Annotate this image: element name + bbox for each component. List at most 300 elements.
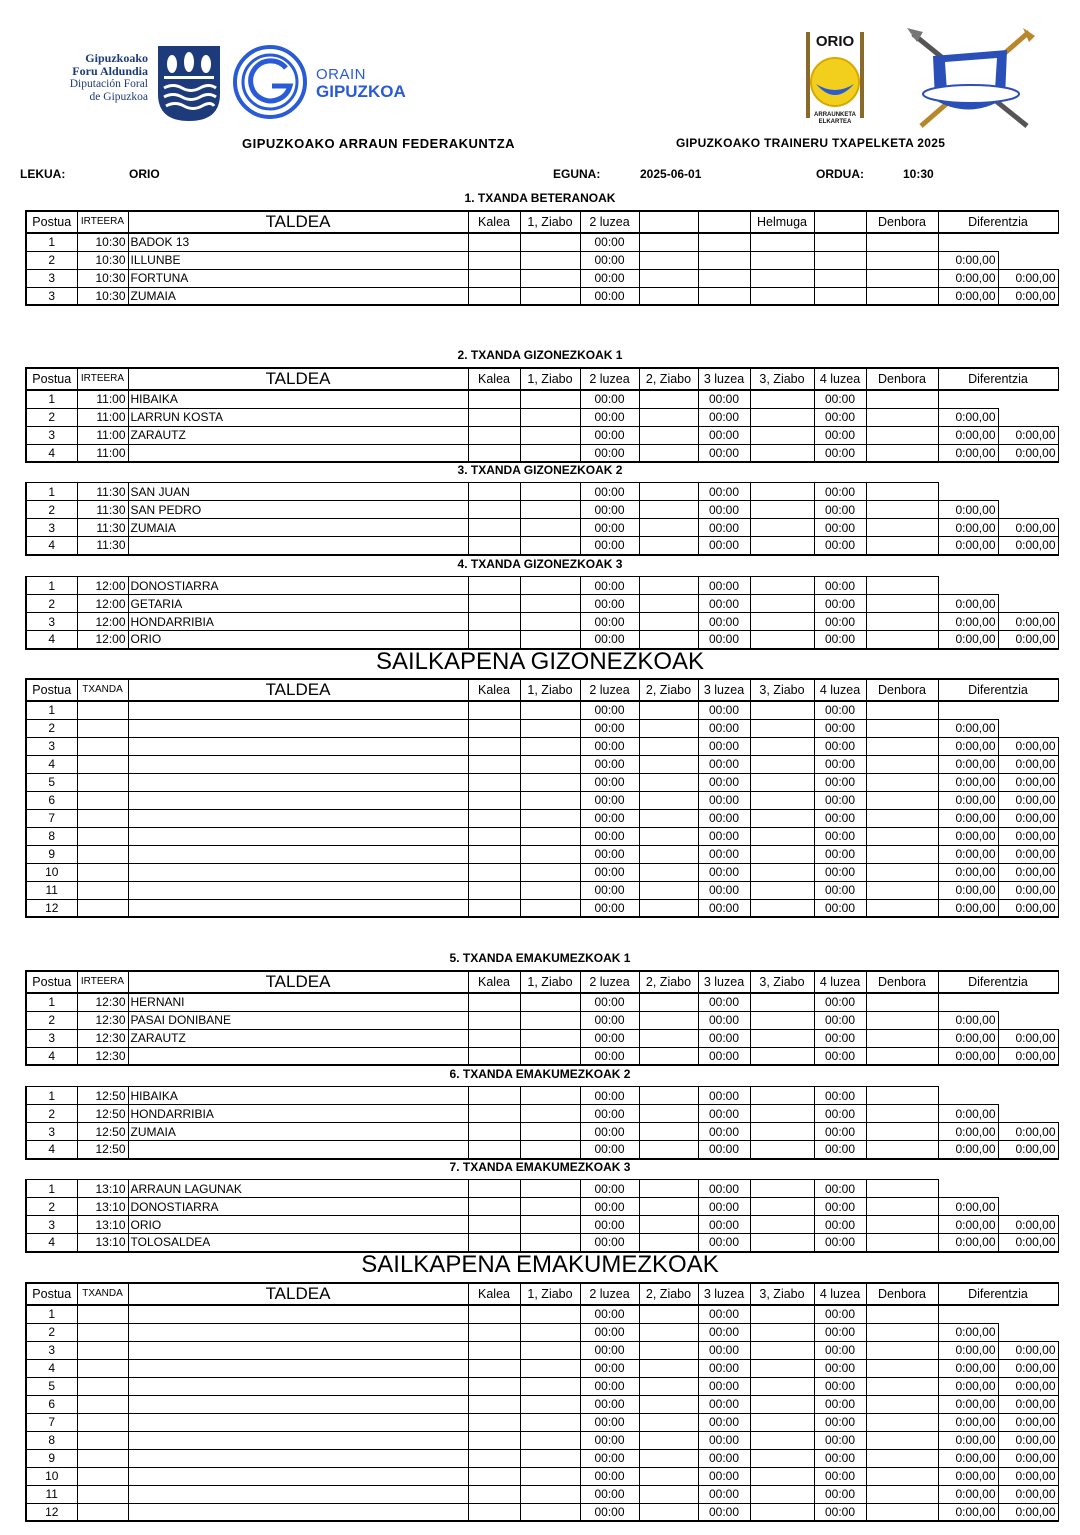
- position-cell: 11: [26, 881, 77, 899]
- lane-cell: [468, 863, 520, 881]
- diff-cell: 0:00,00: [938, 1431, 998, 1449]
- position-cell: 6: [26, 1395, 77, 1413]
- ziabo-1-cell: [520, 1216, 580, 1234]
- time-2-luzea-cell: 00:00: [580, 390, 639, 408]
- header-1: IRTEERA: [77, 368, 128, 390]
- diff-cell: 0:00,00: [938, 773, 998, 791]
- position-cell: 3: [26, 519, 77, 537]
- ziabo-3-cell: [750, 577, 814, 595]
- lane-cell: [468, 701, 520, 719]
- denbora-cell: [866, 1180, 938, 1198]
- time-2-luzea-cell: 00:00: [580, 287, 639, 305]
- time-4-luzea-cell: 00:00: [814, 1141, 866, 1159]
- diff-empty: [938, 1305, 998, 1323]
- ziabo-3-cell: [750, 719, 814, 737]
- position-cell: 9: [26, 1449, 77, 1467]
- time-2-luzea-cell: 00:00: [580, 1341, 639, 1359]
- ziabo-1-cell: [520, 390, 580, 408]
- team-row: [26, 537, 1058, 555]
- lane-cell: [468, 1105, 520, 1123]
- ziabo-1-cell: [520, 1105, 580, 1123]
- ziabo-3-cell: [750, 1413, 814, 1431]
- diff-empty: [998, 1105, 1058, 1123]
- time-2-luzea-cell: 00:00: [580, 251, 639, 269]
- start-time-cell: 10:30: [77, 251, 128, 269]
- time-3-luzea-cell: 00:00: [698, 737, 750, 755]
- gfa-logo-text: [58, 52, 148, 104]
- time-2-luzea-cell: 00:00: [580, 233, 639, 251]
- ziabo-3-cell: [750, 1198, 814, 1216]
- empty-cell: [639, 251, 698, 269]
- team-name-cell: HONDARRIBIA: [128, 1105, 468, 1123]
- header-3: Kalea: [468, 368, 520, 390]
- denbora-cell: [866, 233, 938, 251]
- position-cell: 1: [26, 1180, 77, 1198]
- time-2-luzea-cell: 00:00: [580, 827, 639, 845]
- time-3-luzea-cell: 00:00: [698, 1234, 750, 1252]
- team-name-cell: [128, 444, 468, 462]
- lane-cell: [468, 251, 520, 269]
- diff-cell: 0:00,00: [938, 1503, 998, 1521]
- diff-cell: 0:00,00: [938, 1198, 998, 1216]
- ziabo-3-cell: [750, 791, 814, 809]
- diff-cell-2: 0:00,00: [998, 287, 1058, 305]
- time-4-luzea-cell: 00:00: [814, 1503, 866, 1521]
- header-2: TALDEA: [128, 1283, 468, 1305]
- start-time-cell: [77, 1485, 128, 1503]
- team-row: [26, 1216, 1058, 1234]
- time-3-luzea-cell: 00:00: [698, 1467, 750, 1485]
- header-4: 1, Ziabo: [520, 211, 580, 233]
- empty-cell: [698, 233, 750, 251]
- ziabo-2-cell: [639, 390, 698, 408]
- start-time-cell: [77, 1431, 128, 1449]
- header-9: [814, 211, 866, 233]
- time-2-luzea-cell: 00:00: [580, 863, 639, 881]
- standing-row: [26, 1323, 1058, 1341]
- time-4-luzea-cell: 00:00: [814, 1029, 866, 1047]
- time-2-luzea-cell: 00:00: [580, 613, 639, 631]
- empty-cell: [698, 269, 750, 287]
- time-2-luzea-cell: 00:00: [580, 719, 639, 737]
- header-9: 4 luzea: [814, 1283, 866, 1305]
- standing-row: [26, 773, 1058, 791]
- position-cell: 6: [26, 791, 77, 809]
- position-cell: 3: [26, 737, 77, 755]
- header-1: TXANDA: [77, 679, 128, 701]
- lane-cell: [468, 577, 520, 595]
- ordua-label: ORDUA:: [816, 167, 864, 181]
- time-3-luzea-cell: 00:00: [698, 791, 750, 809]
- ziabo-1-cell: [520, 1485, 580, 1503]
- diff-cell: 0:00,00: [938, 1216, 998, 1234]
- team-row: [26, 287, 1058, 305]
- ziabo-2-cell: [639, 577, 698, 595]
- time-4-luzea-cell: 00:00: [814, 1395, 866, 1413]
- orio-logo-sub-2: ELKARTEA: [818, 119, 852, 125]
- diff-cell: 0:00,00: [938, 426, 998, 444]
- time-4-luzea-cell: 00:00: [814, 483, 866, 501]
- team-row: [26, 501, 1058, 519]
- diff-empty: [938, 1180, 998, 1198]
- start-time-cell: 11:00: [77, 390, 128, 408]
- header-1: IRTEERA: [77, 971, 128, 993]
- start-time-cell: [77, 773, 128, 791]
- ziabo-3-cell: [750, 1180, 814, 1198]
- ziabo-2-cell: [639, 426, 698, 444]
- time-2-luzea-cell: 00:00: [580, 426, 639, 444]
- time-4-luzea-cell: 00:00: [814, 1377, 866, 1395]
- team-name-cell: [128, 1431, 468, 1449]
- standing-row: [26, 1431, 1058, 1449]
- diff-cell-2: 0:00,00: [998, 1449, 1058, 1467]
- standing-row: [26, 737, 1058, 755]
- start-time-cell: [77, 791, 128, 809]
- denbora-cell: [866, 631, 938, 649]
- time-2-luzea-cell: 00:00: [580, 1234, 639, 1252]
- header-3: Kalea: [468, 971, 520, 993]
- denbora-cell: [866, 1359, 938, 1377]
- denbora-cell: [866, 1485, 938, 1503]
- diff-cell-2: 0:00,00: [998, 899, 1058, 917]
- heat-table: [25, 970, 1059, 1066]
- time-3-luzea-cell: 00:00: [698, 1395, 750, 1413]
- time-2-luzea-cell: 00:00: [580, 755, 639, 773]
- ziabo-2-cell: [639, 501, 698, 519]
- time-2-luzea-cell: 00:00: [580, 577, 639, 595]
- start-time-cell: [77, 1413, 128, 1431]
- denbora-cell: [866, 1503, 938, 1521]
- diff-empty: [938, 577, 998, 595]
- time-2-luzea-cell: 00:00: [580, 537, 639, 555]
- time-3-luzea-cell: 00:00: [698, 1216, 750, 1234]
- standing-row: [26, 845, 1058, 863]
- ziabo-2-cell: [639, 1485, 698, 1503]
- header-9: 4 luzea: [814, 971, 866, 993]
- denbora-cell: [866, 1141, 938, 1159]
- denbora-cell: [866, 881, 938, 899]
- time-2-luzea-cell: 00:00: [580, 444, 639, 462]
- position-cell: 1: [26, 577, 77, 595]
- team-name-cell: TOLOSALDEA: [128, 1234, 468, 1252]
- ziabo-2-cell: [639, 1413, 698, 1431]
- time-2-luzea-cell: 00:00: [580, 1323, 639, 1341]
- ziabo-3-cell: [750, 1503, 814, 1521]
- ziabo-3-cell: [750, 845, 814, 863]
- header-1: IRTEERA: [77, 211, 128, 233]
- start-time-cell: 12:50: [77, 1141, 128, 1159]
- diff-cell-2: 0:00,00: [998, 1047, 1058, 1065]
- table-header-row: [26, 971, 1058, 993]
- lane-cell: [468, 1413, 520, 1431]
- diff-cell: 0:00,00: [938, 719, 998, 737]
- position-cell: 4: [26, 1047, 77, 1065]
- position-cell: 1: [26, 1305, 77, 1323]
- ziabo-2-cell: [639, 1377, 698, 1395]
- empty-cell: [639, 287, 698, 305]
- standing-row: [26, 1395, 1058, 1413]
- header-9: 4 luzea: [814, 368, 866, 390]
- diff-cell-2: 0:00,00: [998, 1431, 1058, 1449]
- position-cell: 3: [26, 613, 77, 631]
- team-row: [26, 577, 1058, 595]
- team-name-cell: [128, 1323, 468, 1341]
- diff-cell: 0:00,00: [938, 1467, 998, 1485]
- team-name-cell: SAN PEDRO: [128, 501, 468, 519]
- diff-cell-2: 0:00,00: [998, 1413, 1058, 1431]
- denbora-cell: [866, 1431, 938, 1449]
- team-name-cell: [128, 827, 468, 845]
- diff-cell: 0:00,00: [938, 444, 998, 462]
- team-name-cell: HERNANI: [128, 993, 468, 1011]
- lekua-label: LEKUA:: [20, 167, 66, 181]
- time-2-luzea-cell: 00:00: [580, 631, 639, 649]
- standing-row: [26, 1359, 1058, 1377]
- team-name-cell: ORIO: [128, 1216, 468, 1234]
- team-row: [26, 519, 1058, 537]
- diff-cell: 0:00,00: [938, 1413, 998, 1431]
- position-cell: 2: [26, 595, 77, 613]
- header-2: TALDEA: [128, 679, 468, 701]
- time-3-luzea-cell: 00:00: [698, 577, 750, 595]
- time-3-luzea-cell: 00:00: [698, 1341, 750, 1359]
- team-name-cell: LARRUN KOSTA: [128, 408, 468, 426]
- team-name-cell: GETARIA: [128, 595, 468, 613]
- ziabo-3-cell: [750, 501, 814, 519]
- time-4-luzea-cell: 00:00: [814, 1123, 866, 1141]
- denbora-cell: [866, 1029, 938, 1047]
- denbora-cell: [866, 519, 938, 537]
- ziabo-3-cell: [750, 1395, 814, 1413]
- heat-title: 2. TXANDA GIZONEZKOAK 1: [457, 348, 623, 362]
- diff-empty: [938, 1087, 998, 1105]
- ziabo-2-cell: [639, 537, 698, 555]
- team-name-cell: ZARAUTZ: [128, 426, 468, 444]
- start-time-cell: [77, 1503, 128, 1521]
- time-4-luzea-cell: 00:00: [814, 519, 866, 537]
- lane-cell: [468, 390, 520, 408]
- position-cell: 3: [26, 1216, 77, 1234]
- header-0: Postua: [26, 368, 77, 390]
- header-10: Denbora: [866, 211, 938, 233]
- diff-cell-2: 0:00,00: [998, 791, 1058, 809]
- start-time-cell: 12:30: [77, 1047, 128, 1065]
- diff-cell: 0:00,00: [938, 1234, 998, 1252]
- empty-cell: [814, 251, 866, 269]
- diff-empty: [938, 993, 998, 1011]
- time-2-luzea-cell: 00:00: [580, 595, 639, 613]
- diff-cell-2: 0:00,00: [998, 809, 1058, 827]
- time-3-luzea-cell: 00:00: [698, 444, 750, 462]
- lane-cell: [468, 1047, 520, 1065]
- denbora-cell: [866, 444, 938, 462]
- time-4-luzea-cell: 00:00: [814, 845, 866, 863]
- diff-cell: 0:00,00: [938, 845, 998, 863]
- position-cell: 2: [26, 251, 77, 269]
- denbora-cell: [866, 390, 938, 408]
- ziabo-2-cell: [639, 1198, 698, 1216]
- time-3-luzea-cell: 00:00: [698, 1305, 750, 1323]
- start-time-cell: 12:50: [77, 1123, 128, 1141]
- diff-cell: 0:00,00: [938, 827, 998, 845]
- position-cell: 4: [26, 1359, 77, 1377]
- start-time-cell: 13:10: [77, 1198, 128, 1216]
- time-4-luzea-cell: 00:00: [814, 613, 866, 631]
- header-1: TXANDA: [77, 1283, 128, 1305]
- denbora-cell: [866, 1413, 938, 1431]
- lane-cell: [468, 993, 520, 1011]
- time-4-luzea-cell: 00:00: [814, 899, 866, 917]
- denbora-cell: [866, 1234, 938, 1252]
- header-4: 1, Ziabo: [520, 679, 580, 701]
- ziabo-2-cell: [639, 595, 698, 613]
- team-name-cell: [128, 863, 468, 881]
- position-cell: 11: [26, 1485, 77, 1503]
- ziabo-2-cell: [639, 1395, 698, 1413]
- diff-cell: 0:00,00: [938, 1377, 998, 1395]
- time-2-luzea-cell: 00:00: [580, 1087, 639, 1105]
- ziabo-1-cell: [520, 845, 580, 863]
- lane-cell: [468, 408, 520, 426]
- position-cell: 7: [26, 809, 77, 827]
- ziabo-1-cell: [520, 269, 580, 287]
- team-name-cell: HONDARRIBIA: [128, 613, 468, 631]
- ziabo-3-cell: [750, 1216, 814, 1234]
- start-time-cell: 11:30: [77, 537, 128, 555]
- ziabo-1-cell: [520, 993, 580, 1011]
- diff-cell-2: 0:00,00: [998, 426, 1058, 444]
- position-cell: 1: [26, 993, 77, 1011]
- empty-cell: [639, 233, 698, 251]
- ziabo-3-cell: [750, 631, 814, 649]
- team-name-cell: [128, 737, 468, 755]
- header-5: 2 luzea: [580, 211, 639, 233]
- denbora-cell: [866, 863, 938, 881]
- time-4-luzea-cell: 00:00: [814, 537, 866, 555]
- diff-empty: [998, 577, 1058, 595]
- diff-cell: 0:00,00: [938, 1123, 998, 1141]
- diff-empty: [998, 1087, 1058, 1105]
- header-11: Diferentzia: [938, 971, 1058, 993]
- team-row: [26, 631, 1058, 649]
- ziabo-2-cell: [639, 1431, 698, 1449]
- lane-cell: [468, 737, 520, 755]
- diff-empty: [998, 1198, 1058, 1216]
- ziabo-2-cell: [639, 863, 698, 881]
- lane-cell: [468, 1431, 520, 1449]
- diff-cell: 0:00,00: [938, 1011, 998, 1029]
- denbora-cell: [866, 1341, 938, 1359]
- denbora-cell: [866, 1198, 938, 1216]
- diff-cell: 0:00,00: [938, 809, 998, 827]
- time-2-luzea-cell: 00:00: [580, 1431, 639, 1449]
- team-row: [26, 1087, 1058, 1105]
- time-2-luzea-cell: 00:00: [580, 881, 639, 899]
- diff-cell-2: 0:00,00: [998, 773, 1058, 791]
- denbora-cell: [866, 809, 938, 827]
- heat-title: 7. TXANDA EMAKUMEZKOAK 3: [449, 1160, 631, 1174]
- diff-empty: [998, 1180, 1058, 1198]
- denbora-cell: [866, 1395, 938, 1413]
- ziabo-3-cell: [750, 1341, 814, 1359]
- header-2: TALDEA: [128, 368, 468, 390]
- time-3-luzea-cell: 00:00: [698, 1198, 750, 1216]
- team-name-cell: [128, 719, 468, 737]
- position-cell: 3: [26, 1123, 77, 1141]
- diff-cell-2: 0:00,00: [998, 845, 1058, 863]
- position-cell: 1: [26, 1087, 77, 1105]
- time-4-luzea-cell: 00:00: [814, 1234, 866, 1252]
- diff-cell: 0:00,00: [938, 1341, 998, 1359]
- time-2-luzea-cell: 00:00: [580, 1305, 639, 1323]
- time-4-luzea-cell: 00:00: [814, 863, 866, 881]
- time-2-luzea-cell: 00:00: [580, 483, 639, 501]
- team-name-cell: [128, 1467, 468, 1485]
- time-4-luzea-cell: 00:00: [814, 1485, 866, 1503]
- team-name-cell: [128, 1485, 468, 1503]
- time-2-luzea-cell: 00:00: [580, 1503, 639, 1521]
- standing-row: [26, 863, 1058, 881]
- diff-cell: 0:00,00: [938, 1141, 998, 1159]
- position-cell: 2: [26, 1105, 77, 1123]
- lane-cell: [468, 1449, 520, 1467]
- diff-cell: 0:00,00: [938, 1105, 998, 1123]
- time-3-luzea-cell: 00:00: [698, 519, 750, 537]
- position-cell: 3: [26, 426, 77, 444]
- ziabo-1-cell: [520, 1431, 580, 1449]
- diff-empty: [998, 483, 1058, 501]
- empty-cell: [639, 269, 698, 287]
- team-name-cell: [128, 773, 468, 791]
- ziabo-3-cell: [750, 408, 814, 426]
- empty-cell: [698, 251, 750, 269]
- ziabo-2-cell: [639, 701, 698, 719]
- team-name-cell: SAN JUAN: [128, 483, 468, 501]
- start-time-cell: [77, 827, 128, 845]
- lane-cell: [468, 1087, 520, 1105]
- ziabo-3-cell: [750, 1234, 814, 1252]
- team-row: [26, 1047, 1058, 1065]
- ziabo-1-cell: [520, 1029, 580, 1047]
- team-name-cell: HIBAIKA: [128, 1087, 468, 1105]
- ziabo-2-cell: [639, 444, 698, 462]
- header-5: 2 luzea: [580, 1283, 639, 1305]
- ziabo-1-cell: [520, 1413, 580, 1431]
- time-3-luzea-cell: 00:00: [698, 1431, 750, 1449]
- diff-cell-2: 0:00,00: [998, 1234, 1058, 1252]
- time-4-luzea-cell: 00:00: [814, 444, 866, 462]
- ziabo-1-cell: [520, 1011, 580, 1029]
- team-name-cell: [128, 537, 468, 555]
- team-name-cell: PASAI DONIBANE: [128, 1011, 468, 1029]
- start-time-cell: [77, 1323, 128, 1341]
- diff-cell: 0:00,00: [938, 1485, 998, 1503]
- time-3-luzea-cell: 00:00: [698, 1323, 750, 1341]
- ziabo-3-cell: [750, 390, 814, 408]
- time-3-luzea-cell: 00:00: [698, 1413, 750, 1431]
- standings-table: [25, 678, 1059, 918]
- time-4-luzea-cell: 00:00: [814, 595, 866, 613]
- header-6: 2, Ziabo: [639, 971, 698, 993]
- header-11: Diferentzia: [938, 211, 1058, 233]
- team-name-cell: BADOK 13: [128, 233, 468, 251]
- ziabo-3-cell: [750, 1467, 814, 1485]
- team-row: [26, 483, 1058, 501]
- start-time-cell: [77, 1377, 128, 1395]
- denbora-cell: [866, 537, 938, 555]
- time-3-luzea-cell: 00:00: [698, 1180, 750, 1198]
- time-2-luzea-cell: 00:00: [580, 1029, 639, 1047]
